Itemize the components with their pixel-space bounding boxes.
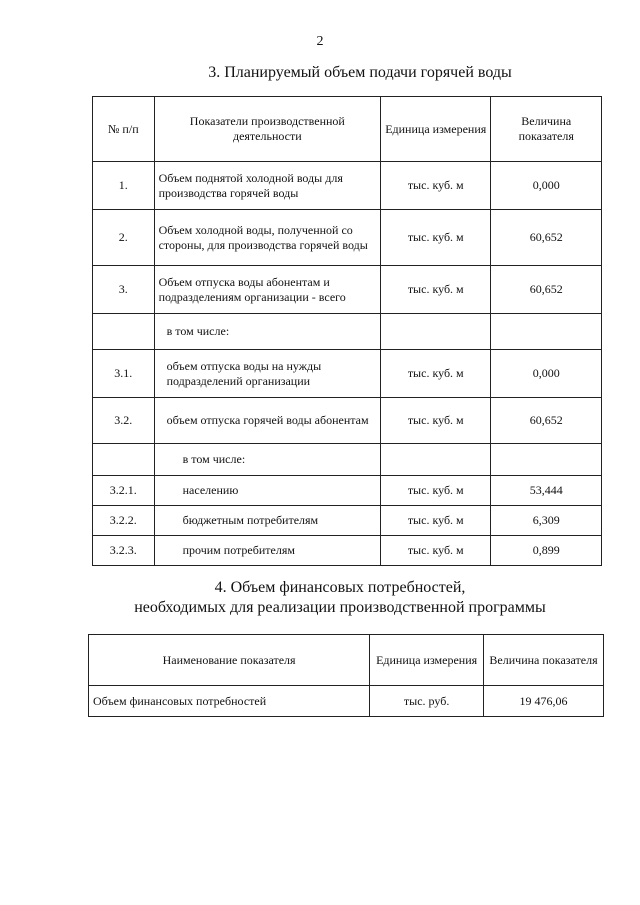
- table-row: [93, 266, 602, 314]
- table-header-row: [93, 97, 602, 162]
- row-value: 0,000: [491, 350, 602, 398]
- row-value: 60,652: [491, 210, 602, 266]
- row-unit: тыс. куб. м: [381, 350, 491, 398]
- row-name: Объем поднятой холодной воды для производства горячей воды: [154, 162, 380, 210]
- table-row: [93, 162, 602, 210]
- section4-title-line2: необходимых для реализации производственной программы: [134, 599, 546, 616]
- row-unit: тыс. куб. м: [381, 266, 491, 314]
- row-value: 0,000: [491, 162, 602, 210]
- table-row: [93, 444, 602, 476]
- row-value: 19 476,06: [484, 686, 604, 717]
- row-value: [491, 314, 602, 350]
- header-name: Показатели производственной деятельности: [154, 97, 380, 162]
- table-header-row: [89, 635, 604, 686]
- hot-water-table: [92, 96, 602, 566]
- row-num: [93, 314, 155, 350]
- row-unit: тыс. руб.: [370, 686, 484, 717]
- table-row: [93, 476, 602, 506]
- row-num: [93, 444, 155, 476]
- section3-title: 3. Планируемый объем подачи горячей воды: [208, 64, 512, 81]
- table-row: [93, 398, 602, 444]
- row-num: 3.2.3.: [93, 536, 155, 566]
- row-value: [491, 444, 602, 476]
- header-unit: Единица измерения: [381, 97, 491, 162]
- row-num: 3.1.: [93, 350, 155, 398]
- row-num: 3.2.2.: [93, 506, 155, 536]
- row-unit: тыс. куб. м: [381, 506, 491, 536]
- row-name: бюджетным потребителям: [154, 506, 380, 536]
- page-number: 2: [316, 34, 324, 49]
- header-value: Величина показателя: [484, 635, 604, 686]
- row-name: объем отпуска воды на нужды подразделений организации: [154, 350, 380, 398]
- header-value: Величина показателя: [491, 97, 602, 162]
- row-unit: [381, 314, 491, 350]
- row-value: 60,652: [491, 398, 602, 444]
- header-unit: Единица измерения: [370, 635, 484, 686]
- row-num: 3.2.1.: [93, 476, 155, 506]
- table-row: [93, 536, 602, 566]
- row-name: прочим потребителям: [154, 536, 380, 566]
- table-row: [93, 314, 602, 350]
- row-name: в том числе:: [154, 314, 380, 350]
- row-num: 2.: [93, 210, 155, 266]
- table-row: [93, 506, 602, 536]
- header-num: № п/п: [93, 97, 155, 162]
- section4-title: [0, 578, 640, 618]
- row-value: 0,899: [491, 536, 602, 566]
- row-unit: тыс. куб. м: [381, 162, 491, 210]
- header-name: Наименование показателя: [89, 635, 370, 686]
- row-unit: тыс. куб. м: [381, 210, 491, 266]
- row-name: объем отпуска горячей воды абонентам: [154, 398, 380, 444]
- row-value: 60,652: [491, 266, 602, 314]
- row-name: населению: [154, 476, 380, 506]
- row-name: Объем холодной воды, полученной со стороны, для производства горячей воды: [154, 210, 380, 266]
- row-num: 1.: [93, 162, 155, 210]
- row-value: 6,309: [491, 506, 602, 536]
- table-row: [93, 350, 602, 398]
- row-name: в том числе:: [154, 444, 380, 476]
- table-row: [89, 686, 604, 717]
- row-unit: тыс. куб. м: [381, 398, 491, 444]
- row-name: Объем отпуска воды абонентам и подразделениям организации - всего: [154, 266, 380, 314]
- table-row: [93, 210, 602, 266]
- row-unit: [381, 444, 491, 476]
- row-unit: тыс. куб. м: [381, 476, 491, 506]
- row-num: 3.2.: [93, 398, 155, 444]
- financial-needs-table: [88, 634, 604, 717]
- row-value: 53,444: [491, 476, 602, 506]
- row-unit: тыс. куб. м: [381, 536, 491, 566]
- section4-title-line1: 4. Объем финансовых потребностей,: [214, 579, 466, 596]
- row-name: Объем финансовых потребностей: [89, 686, 370, 717]
- row-num: 3.: [93, 266, 155, 314]
